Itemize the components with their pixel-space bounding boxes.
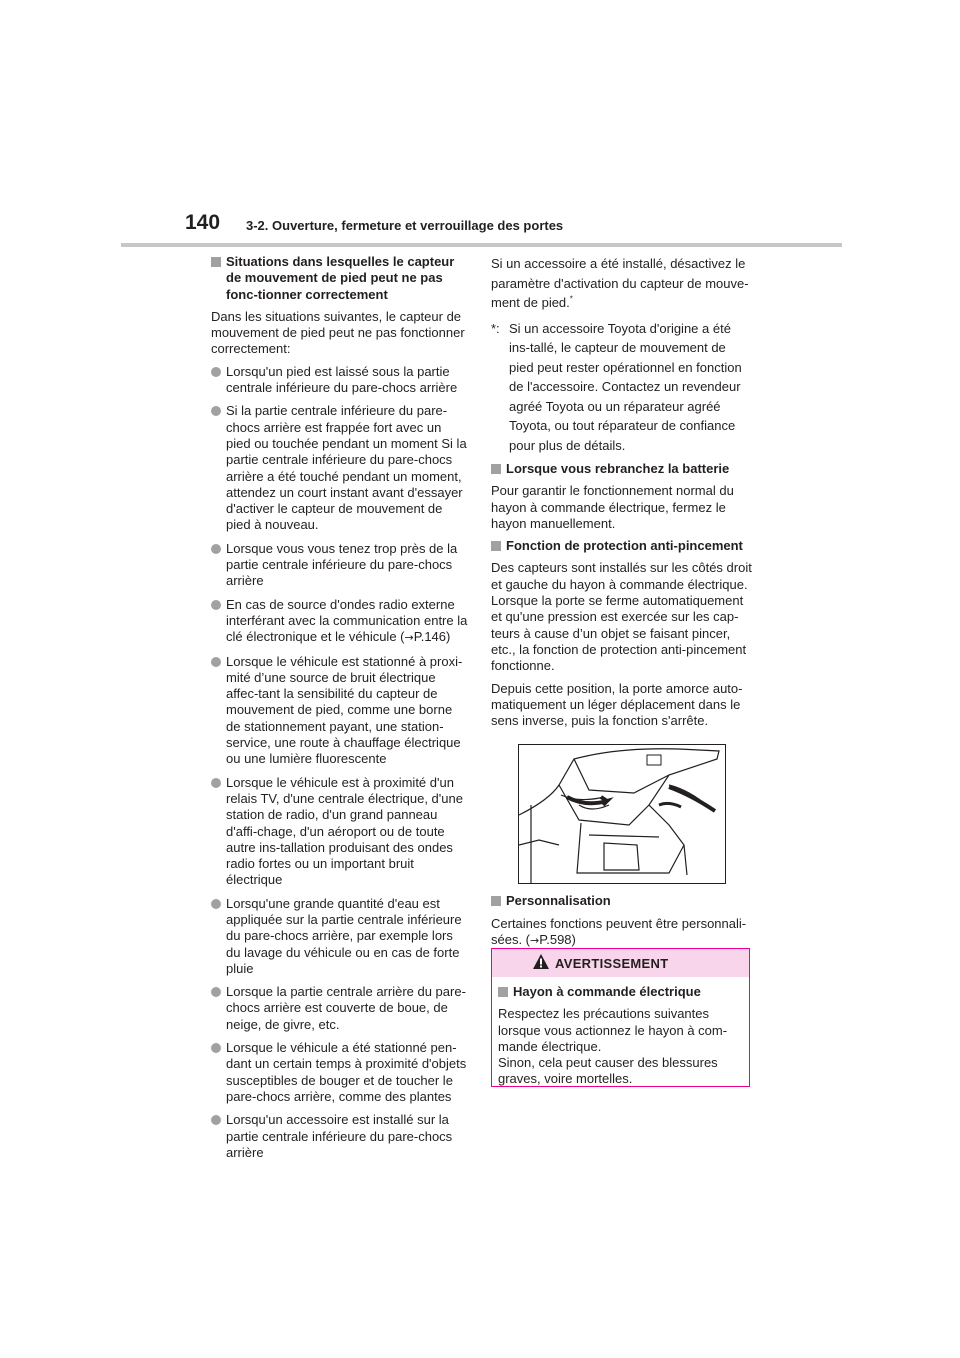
square-bullet-icon: [211, 257, 221, 267]
page-header: [0, 0, 960, 250]
list-item: Lorsque vous vous tenez trop près de la partie centrale inférieure du pare-chocs arrière: [211, 541, 469, 590]
section-heading: Situations dans lesquelles le capteur de mouvement de pied peut ne pas fonc-tionner correctement: [211, 254, 469, 303]
list-item: Si la partie centrale inférieure du pare-chocs arrière est frappée fort avec un pied ou touchée pendant un moment Si la partie centrale inférieure du pare-chocs arrière a été touché pendant un moment, attendez un court instant avant d'essayer d'activer le capteur de mouvement de pied à nouveau.: [211, 403, 469, 533]
footnote: *: Si un accessoire Toyota d'origine a été ins-tallé, le capteur de mouvement de pied peut rester opérationnel en fonction de l'accessoire. Contactez un revendeur agréé Toyota ou un réparateur agréé Toyota, ou tout réparateur de confiance pour plus de détails.: [491, 320, 742, 453]
left-column: [211, 254, 469, 1168]
square-bullet-icon: [491, 541, 501, 551]
header-rule: [121, 243, 842, 247]
square-bullet-icon: [491, 896, 501, 906]
list-item: Lorsqu'un accessoire est installé sur la partie centrale inférieure du pare-chocs arrière: [211, 1112, 469, 1161]
chapter-title: 3-2. Ouverture, fermeture et verrouillage des portes: [246, 218, 564, 233]
arrow-icon: →: [404, 631, 414, 645]
page-number: 140: [185, 211, 221, 234]
bullet-icon: [211, 600, 221, 610]
bullet-icon: [211, 899, 221, 909]
section-heading: Lorsque vous rebranchez la batterie: [491, 461, 753, 477]
asterisk-mark: *: [569, 294, 573, 304]
warning-triangle-icon: [532, 953, 550, 970]
warning-box: [491, 948, 750, 1087]
list-item: Lorsqu'une grande quantité d'eau est appliquée sur la partie centrale inférieure du pare-chocs arrière, par exemple lors du lavage du véhicule ou en cas de forte pluie: [211, 896, 469, 977]
list-item: Lorsqu'un pied est laissé sous la partie centrale inférieure du pare-chocs arrière: [211, 364, 469, 397]
accessory-text: Si un accessoire a été installé, désactivez le paramètre d'activation du capteur de mouve-ment de pied.*: [491, 256, 749, 310]
bullet-icon: [211, 544, 221, 554]
bullet-icon: [211, 1043, 221, 1053]
square-bullet-icon: [491, 464, 501, 474]
warning-text-2: Sinon, cela peut causer des blessures graves, voire mortelles.: [498, 1055, 718, 1087]
intro-text: Dans les situations suivantes, le capteur de mouvement de pied peut ne pas fonctionner correctement:: [211, 308, 465, 357]
pinch-text-2: Depuis cette position, la porte amorce auto-matiquement un léger déplacement dans le sens inverse, puis la fonction s'arrête.: [491, 680, 743, 729]
warning-heading: Hayon à commande électrique: [498, 984, 743, 1000]
warning-title: AVERTISSEMENT: [555, 956, 669, 971]
bullet-icon: [211, 406, 221, 416]
warning-text: Respectez les précautions suivantes lorsque vous actionnez le hayon à com-mande électrique.: [498, 1006, 728, 1054]
list-item: Lorsque le véhicule est à proximité d'un relais TV, d'une centrale électrique, d'une station de radio, d'un grand panneau d'affi-chage, d'un aéroport ou de toute autre ins-tallation produisant des ondes radio fortes ou un important bruit électrique: [211, 775, 469, 889]
pinch-text: Des capteurs sont installés sur les côtés droit et gauche du hayon à commande électrique. Lorsque la porte se ferme automatiquement et qu'une pression est exercée sur les cap-teurs à cause d’un objet se faisant pincer, etc., la fonction de protection anti-pincement fonctionne.: [491, 560, 752, 674]
battery-text: Pour garantir le fonctionnement normal du hayon à commande électrique, fermez le hayon manuellement.: [491, 483, 734, 531]
list-item: Lorsque la partie centrale arrière du pare-chocs arrière est couverte de boue, de neige, de givre, etc.: [211, 984, 469, 1033]
bullet-icon: [211, 367, 221, 377]
footnote-mark: *:: [491, 320, 500, 336]
warning-body: [492, 977, 749, 1088]
warning-header: [492, 949, 749, 977]
tailgate-drawing: [519, 745, 725, 883]
square-bullet-icon: [498, 987, 508, 997]
bullet-icon: [211, 1115, 221, 1125]
right-column: [491, 254, 753, 955]
list-item: En cas de source d'ondes radio externe interférant avec la communication entre la clé électronique et le véhicule (→P.146): [211, 597, 469, 647]
bullet-icon: [211, 657, 221, 667]
bullet-icon: [211, 778, 221, 788]
section-heading: Fonction de protection anti-pincement: [491, 538, 753, 554]
arrow-icon: →: [530, 934, 540, 948]
tailgate-illustration: [518, 744, 726, 884]
list-item: Lorsque le véhicule est stationné à proxi-mité d’une source de bruit électrique affec-tant la sensibilité du capteur de mouvement de pied, comme une borne de stationnement payant, une station-service, une route à chauffage électrique ou une lumière fluorescente: [211, 654, 469, 768]
page-reference-link[interactable]: P.598: [539, 932, 572, 948]
page-reference-link[interactable]: P.146: [413, 629, 447, 645]
list-item: Lorsque le véhicule a été stationné pen-dant un certain temps à proximité d'objets susceptibles de bouger et de toucher le pare-chocs arrière, comme des plantes: [211, 1040, 469, 1105]
bullet-icon: [211, 987, 221, 997]
custom-text: Certaines fonctions peuvent être personnali-sées. (→P.598): [491, 915, 747, 948]
section-heading: Personnalisation: [491, 893, 753, 909]
